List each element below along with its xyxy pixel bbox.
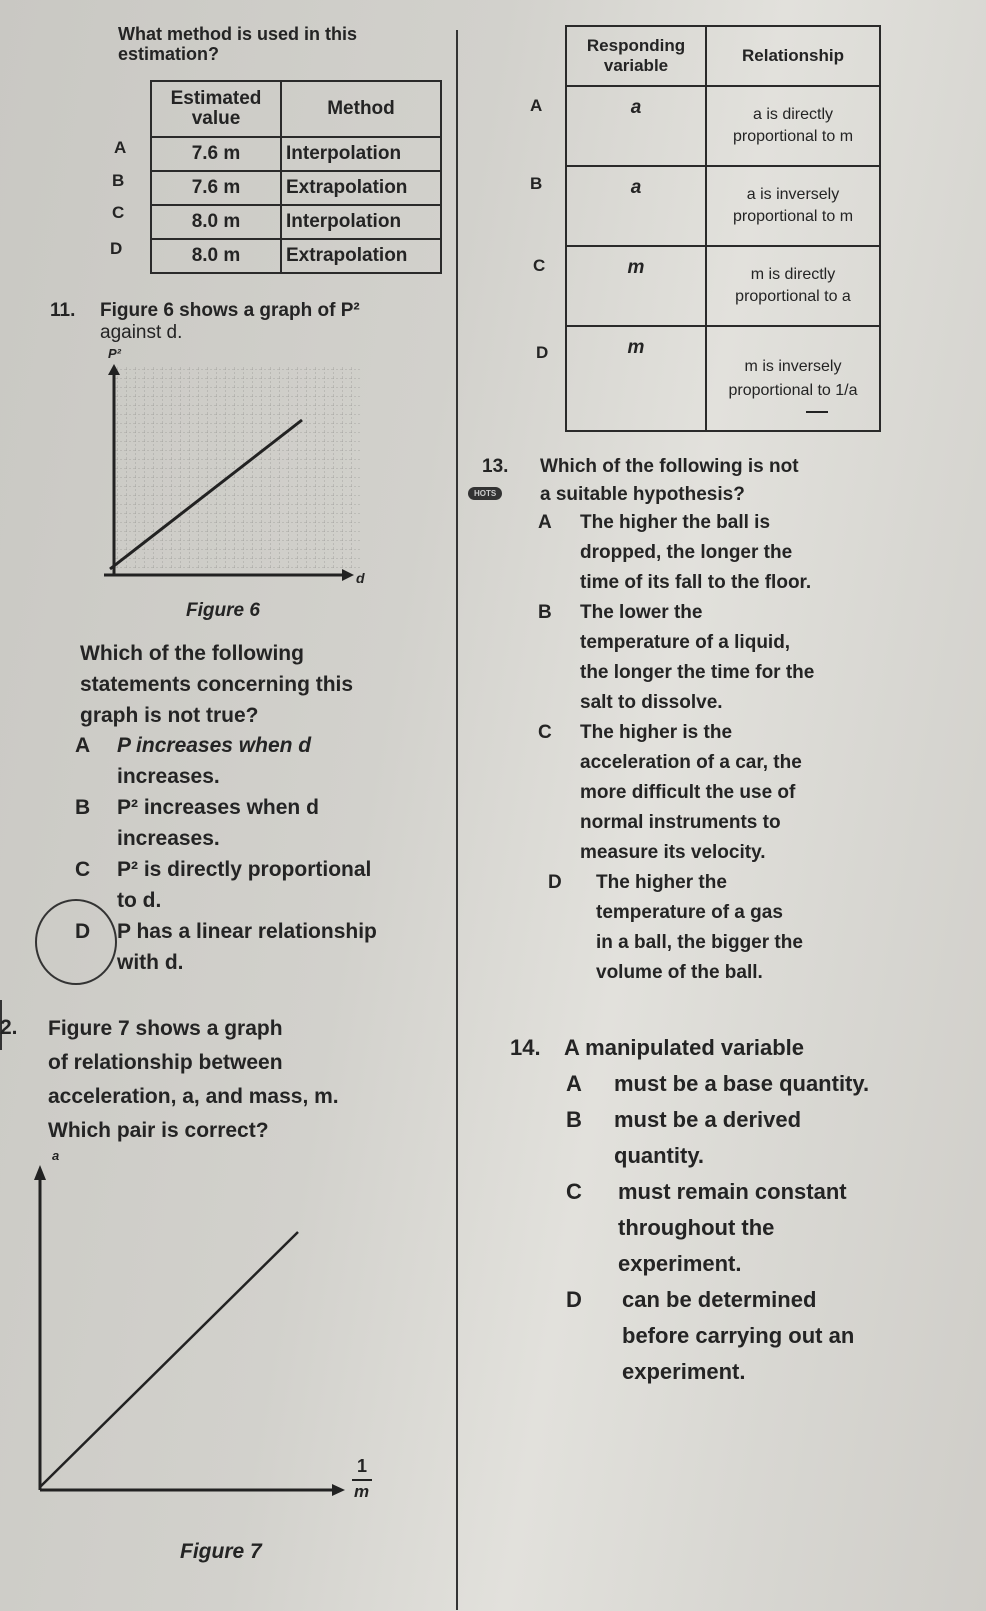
- text: temperature of a liquid,: [580, 632, 791, 653]
- option-letter: B: [530, 174, 543, 193]
- option-b[interactable]: [566, 1102, 966, 1174]
- option-letter: A: [114, 138, 127, 157]
- cell-value: 8.0 m: [151, 205, 281, 239]
- stem-line: statements concerning this: [80, 673, 354, 696]
- text: P increases when d: [117, 734, 312, 757]
- text: a is inversely proportional to m: [706, 166, 880, 246]
- text: normal instruments to: [580, 812, 781, 833]
- q12-question: [48, 1012, 468, 1148]
- text: A: [566, 1071, 582, 1096]
- q11-number: 11.: [50, 300, 76, 321]
- text: before carrying out an: [622, 1323, 855, 1348]
- q12-number: 2.: [0, 1016, 18, 1039]
- text: D: [566, 1287, 582, 1312]
- text: A: [75, 734, 91, 757]
- figure6-x-arrow: [342, 569, 354, 581]
- text: m is directly proportional to a: [706, 246, 880, 326]
- option-letter: D: [536, 343, 549, 362]
- header-responding-variable: Responding variable: [566, 26, 706, 86]
- cell-method: Interpolation: [281, 137, 441, 171]
- figure7-caption: Figure 7: [180, 1540, 262, 1563]
- q14-options: [566, 1066, 966, 1390]
- header-estimated-value: Estimated value: [151, 81, 281, 137]
- text: measure its velocity.: [580, 842, 766, 863]
- q11-question-line1: Figure 6 shows a graph of P²: [100, 300, 360, 321]
- text: C: [538, 722, 552, 743]
- option-letter: C: [112, 203, 125, 222]
- text: D: [548, 872, 562, 893]
- hots-badge: HOTS: [468, 487, 502, 500]
- stem-line: Which of the following: [80, 642, 304, 665]
- text: The higher the: [596, 872, 727, 893]
- text: a: [566, 86, 706, 166]
- text: The higher is the: [580, 722, 733, 743]
- q12-line: of relationship between: [48, 1051, 283, 1074]
- option-d[interactable]: [538, 868, 958, 988]
- text: throughout the: [618, 1215, 775, 1240]
- text: D: [75, 920, 91, 943]
- table-row: [566, 326, 880, 431]
- text: quantity.: [614, 1143, 705, 1168]
- q12-line: acceleration, a, and mass, m.: [48, 1085, 339, 1108]
- figure7-x-num: 1: [357, 1456, 368, 1476]
- text: experiment.: [622, 1359, 746, 1384]
- option-d[interactable]: [566, 1282, 966, 1390]
- option-letter: C: [533, 256, 546, 275]
- column-divider: [456, 30, 458, 1610]
- table-row: [151, 171, 441, 205]
- table-row: [151, 137, 441, 171]
- text: in a ball, the bigger the: [596, 932, 803, 953]
- figure6-y-label: P²: [108, 346, 121, 361]
- table-row: [566, 86, 880, 166]
- text: the longer the time for the: [580, 662, 815, 683]
- figure7-y-arrow: [34, 1165, 46, 1180]
- text: A: [538, 512, 552, 533]
- figure7-x-den: m: [354, 1482, 370, 1501]
- q14-number: 14.: [510, 1035, 541, 1060]
- table-row: [151, 239, 441, 273]
- text: P has a linear relationship: [117, 920, 377, 943]
- text: C: [566, 1179, 582, 1204]
- cell-method: Extrapolation: [281, 239, 441, 273]
- table-row: [566, 246, 880, 326]
- q12-table: [565, 25, 881, 432]
- q11-stem: [80, 638, 460, 731]
- text: m: [566, 326, 706, 431]
- cell-value: 8.0 m: [151, 239, 281, 273]
- text: volume of the ball.: [596, 962, 763, 983]
- figure6-line: [110, 420, 302, 569]
- cell-method: Extrapolation: [281, 171, 441, 205]
- text: [151, 81, 441, 273]
- q12-line: Figure 7 shows a graph: [48, 1017, 283, 1040]
- q11-question-line2: against d.: [100, 322, 183, 343]
- text: m: [566, 246, 706, 326]
- figure7-line: [40, 1232, 298, 1487]
- q11-options: [75, 730, 455, 978]
- figure7-y-label: a: [52, 1148, 60, 1163]
- text: [566, 26, 880, 431]
- text: dropped, the longer the: [580, 542, 793, 563]
- option-letter: B: [112, 171, 125, 190]
- text: can be determined: [622, 1287, 817, 1312]
- option-a[interactable]: [538, 508, 958, 598]
- stem-line: graph is not true?: [80, 704, 259, 727]
- text: acceleration of a car, the: [580, 752, 802, 773]
- header-relationship: Relationship: [706, 26, 880, 86]
- text: increases.: [117, 765, 220, 788]
- figure6-caption: Figure 6: [186, 600, 260, 621]
- text: must be a base quantity.: [614, 1071, 870, 1096]
- figure6-grid: [115, 365, 360, 570]
- text: The lower the: [580, 602, 703, 623]
- text: time of its fall to the floor.: [580, 572, 812, 593]
- text: a: [566, 166, 706, 246]
- option-a[interactable]: [566, 1066, 966, 1102]
- text: B: [566, 1107, 582, 1132]
- text: P² increases when d: [117, 796, 319, 819]
- text: [566, 26, 880, 86]
- text: increases.: [117, 827, 220, 850]
- text: must be a derived: [614, 1107, 802, 1132]
- figure6-x-label: d: [356, 570, 365, 586]
- text: more difficult the use of: [580, 782, 796, 803]
- option-d[interactable]: [75, 916, 455, 978]
- q13-options: [538, 508, 958, 988]
- q13-question-line2: a suitable hypothesis?: [540, 484, 745, 505]
- text: a is directly proportional to m: [706, 86, 880, 166]
- cell-value: 7.6 m: [151, 171, 281, 205]
- option-b[interactable]: [75, 792, 455, 854]
- figure6-y-arrow: [108, 364, 120, 375]
- text: The higher the ball is: [580, 512, 771, 533]
- text: temperature of a gas: [596, 902, 783, 923]
- option-b[interactable]: [538, 598, 958, 718]
- q13-number: 13.: [482, 456, 509, 477]
- option-a[interactable]: [75, 730, 455, 792]
- figure7-x-arrow: [332, 1484, 345, 1496]
- option-c[interactable]: [75, 854, 455, 916]
- text: with d.: [117, 951, 184, 974]
- table-row: [566, 166, 880, 246]
- text: must remain constant: [618, 1179, 847, 1204]
- text: salt to dissolve.: [580, 692, 723, 713]
- text: C: [75, 858, 91, 881]
- q10-table: [150, 80, 442, 274]
- table-row: [151, 205, 441, 239]
- text: m is inversely proportional to 1/a: [706, 326, 880, 431]
- cell-value: 7.6 m: [151, 137, 281, 171]
- q14-question: A manipulated variable: [564, 1035, 805, 1060]
- q10-question: What method is used in this estimation?: [118, 24, 358, 64]
- option-letter: D: [110, 239, 123, 258]
- text: experiment.: [618, 1251, 742, 1276]
- option-c[interactable]: [538, 718, 958, 868]
- q12-line: Which pair is correct?: [48, 1119, 269, 1142]
- option-letter: A: [530, 96, 543, 115]
- text: P² is directly proportional: [117, 858, 372, 881]
- option-c[interactable]: [566, 1174, 966, 1282]
- cell-method: Interpolation: [281, 205, 441, 239]
- text: [151, 81, 441, 137]
- text: to d.: [117, 889, 162, 912]
- text: B: [538, 602, 552, 623]
- text: B: [75, 796, 91, 819]
- q13-question-line1: Which of the following is not: [540, 456, 799, 477]
- header-method: Method: [281, 81, 441, 137]
